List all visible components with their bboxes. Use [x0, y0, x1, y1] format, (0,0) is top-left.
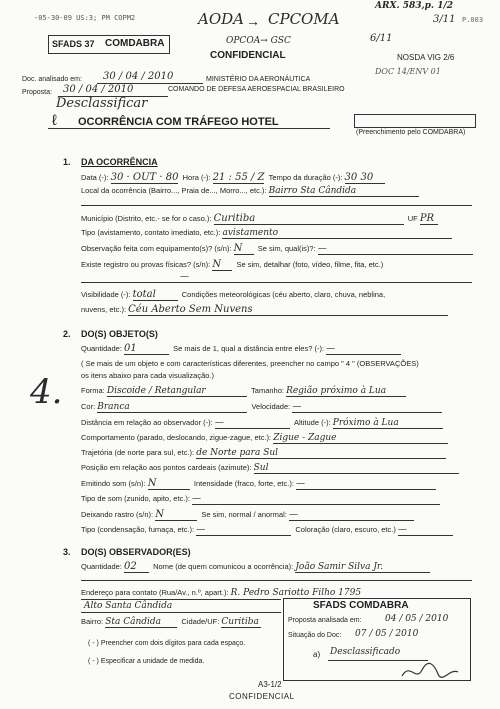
- tamanho-value: Região próximo à Lua: [286, 386, 406, 397]
- comando-label: COMANDO DE DEFESA AEROESPACIAL BRASILEIRO: [168, 86, 345, 93]
- altitude-value: Próximo à Lua: [333, 418, 443, 429]
- distancia-value: —: [215, 418, 290, 429]
- uf-value: PR: [420, 213, 438, 225]
- doc-analisado-label: Doc. analisado em:: [22, 76, 82, 83]
- tipo-value: avistamento: [222, 228, 452, 239]
- signature-icon: [400, 660, 460, 682]
- confidencial-header: CONFIDENCIAL: [210, 50, 286, 61]
- doc-reference: DOC 14/ENV 01: [375, 67, 441, 76]
- row-trajetoria: Trajetória (de norte para sul, etc.): de Norte para Sul: [81, 448, 446, 459]
- date-note: 3/11: [433, 14, 456, 25]
- reference-note: OPCOA→ GSC: [226, 36, 291, 46]
- section1-number: 1.: [63, 157, 71, 167]
- cor-value: Branca: [97, 402, 247, 413]
- page-number: A3-1/2: [258, 680, 282, 689]
- sesim-value: —: [318, 244, 473, 255]
- endereco-value: R. Pedro Sariotto Filho 1795: [230, 588, 362, 598]
- cidade-value: Curitiba: [221, 617, 261, 628]
- preenchimento-note: (Preenchimento pelo COMDABRA): [356, 129, 466, 136]
- section2-number: 2.: [63, 329, 71, 339]
- data-value: 30 · OUT · 80: [110, 172, 179, 183]
- footer-confidencial: CONFIDENCIAL: [229, 692, 295, 701]
- objects-note-1: ( Se mais de um objeto e com características diferentes, preencher no campo " 4 " (OBSERVAÇÕES): [81, 359, 419, 368]
- hora-value: 21 : 55 / Z: [212, 172, 265, 183]
- legend-digits: ( - ) Preencher com dois dígitos para cada espaço.: [88, 640, 246, 647]
- proposta-value: 30 / 04 / 2010: [63, 84, 134, 95]
- observacao-value: N: [234, 243, 254, 255]
- ministerio-label: MINISTÉRIO DA AERONÁUTICA: [206, 76, 311, 83]
- row-forma: Forma: Discoide / Retangular Tamanho: Região próximo à Lua: [81, 386, 406, 397]
- row-posicao: Posição em relação aos pontos cardeais (azimute): Sul: [81, 463, 459, 474]
- row-local: Local da ocorrência (Bairro..., Praia de..., Morro..., etc.): Bairro Sta Cândida: [81, 186, 419, 197]
- row-tiposom: Tipo de som (zunido, apito, etc.): —: [81, 494, 440, 505]
- arx-note: ARX. 583,p. 1/2: [375, 1, 454, 11]
- stamp-a-value: Desclassificado: [330, 647, 401, 657]
- proposta-label: Proposta:: [22, 89, 52, 96]
- row-condicoes: nuvens, etc.): Céu Aberto Sem Nuvens: [81, 304, 448, 316]
- row-tiporastro: Tipo (condensação, fumaça, etc.): — Coloração (claro, escuro, etc.) —: [81, 525, 453, 536]
- rastro-value: N: [155, 509, 197, 521]
- emitindo-value: N: [148, 478, 190, 490]
- stamp-proposta-value: 04 / 05 / 2010: [385, 614, 449, 624]
- section1-title: DA OCORRÊNCIA: [81, 157, 158, 167]
- stamp-situacao-value: 07 / 05 / 2010: [355, 629, 419, 639]
- section3-number: 3.: [63, 547, 71, 557]
- handwritten-desclassificar: Desclassificar: [56, 96, 148, 111]
- row-observador: Quantidade: 02 Nome (de quem comunicou a ocorrência): João Samir Silva Jr.: [81, 561, 430, 573]
- objects-note-2: os itens abaixo para cada visualização.): [81, 371, 214, 380]
- municipio-value: Curitiba: [214, 213, 404, 225]
- arrow-icon: →: [246, 13, 260, 29]
- row-comportamento: Comportamento (parado, deslocando, zigue-zague, etc.): Zigue - Zague: [81, 433, 448, 444]
- tiposom-value: —: [192, 494, 440, 505]
- fax-header: -05-30-09 US:3; PM COPM2: [34, 14, 136, 22]
- row-distancia: Distância em relação ao observador (-): — Altitude (-): Próximo à Lua: [81, 418, 443, 429]
- forma-value: Discoide / Retangular: [107, 386, 247, 397]
- tiporastro-value: —: [196, 525, 291, 536]
- sesim2-value: —: [289, 510, 414, 521]
- tempo-value: 30 30: [345, 172, 385, 184]
- posicao-value: Sul: [254, 463, 459, 474]
- observador-quantidade-value: 02: [124, 561, 149, 573]
- section3-title: DO(S) OBSERVADOR(ES): [81, 547, 191, 557]
- row-rastro: Deixando rastro (s/n): N Se sim, normal / anormal: —: [81, 509, 414, 521]
- coloracao-value: —: [398, 525, 453, 536]
- side-mark: 4.: [30, 372, 63, 412]
- comdabra-fill-box: [354, 114, 476, 128]
- stamp-sfads: SFADS 37: [52, 39, 95, 49]
- row-quantidade: Quantidade: 01 Se mais de 1, qual a distância entre eles? (-): —: [81, 343, 401, 355]
- row-bairro: Bairro: Sta Cândida Cidade/UF: Curitiba: [81, 617, 261, 628]
- bairro-value: Sta Cândida: [105, 617, 177, 628]
- semais-value: —: [326, 344, 401, 355]
- legend-units: ( - ) Especificar a unidade de medida.: [88, 658, 205, 665]
- aoda-note: AODA: [198, 10, 244, 28]
- stamp-proposta-label: Proposta analisada em:: [288, 617, 362, 624]
- page-indicator: P.003: [462, 16, 484, 24]
- row-tipo: Tipo (avistamento, contato imediato, etc.): avistamento: [81, 228, 452, 239]
- cpcoma-note: CPCOMA: [268, 10, 340, 28]
- section2-title: DO(S) OBJETO(S): [81, 329, 158, 339]
- stamp-a-label: a): [313, 650, 321, 659]
- signature-mark: ℓ: [52, 112, 57, 129]
- stamp-title: SFADS COMDABRA: [313, 600, 409, 611]
- doc-analisado-value: 30 / 04 / 2010: [103, 71, 174, 82]
- intensidade-value: —: [296, 479, 436, 490]
- condicoes-value: Céu Aberto Sem Nuvens: [128, 304, 448, 316]
- row-cor: Cor: Branca Velocidade: —: [81, 402, 442, 413]
- row-registro: Existe registro ou provas físicas? (s/n): N Se sim, detalhar (foto, vídeo, filme, fita, etc.): [81, 259, 384, 270]
- comportamento-value: Zigue - Zague: [273, 433, 448, 444]
- row-emitindo: Emitindo som (s/n): N Intensidade (fraco, forte, etc.): —: [81, 478, 436, 490]
- row-visibilidade: Visibilidade (-): total Condições meteorológicas (céu aberto, claro, chuva, neblina,: [81, 289, 386, 300]
- stamp-situacao-label: Situação do Doc:: [288, 632, 342, 639]
- row-endereco: Endereço para contato (Rua/Av., n.º, apart.): R. Pedro Sariotto Filho 1795: [81, 588, 362, 598]
- endereco-value-2: Alto Santa Cândida: [84, 601, 173, 611]
- stamp-comdabra: COMDABRA: [105, 38, 165, 49]
- row-observacao: Observação feita com equipamento(s)? (s/n): N Se sim, qual(is)?: —: [81, 243, 473, 255]
- reference-date: 6/11: [370, 33, 393, 44]
- registro-value: N: [212, 259, 232, 271]
- form-title: OCORRÊNCIA COM TRÁFEGO HOTEL: [78, 116, 279, 128]
- nome-value: João Samir Silva Jr.: [295, 562, 430, 573]
- row-data: Data (-): 30 · OUT · 80 Hora (-): 21 : 55 / Z Tempo da duração (-): 30 30: [81, 172, 385, 184]
- trajetoria-value: de Norte para Sul: [196, 448, 446, 459]
- nosda-label: NOSDA VIG 2/6: [397, 53, 455, 62]
- local-value: Bairro Sta Cândida: [269, 186, 419, 197]
- velocidade-value: —: [292, 402, 442, 413]
- quantidade-value: 01: [124, 343, 169, 355]
- detalhar-value: —: [180, 272, 189, 282]
- visibilidade-value: total: [133, 289, 178, 301]
- row-municipio: Município (Distrito, etc.- se for o caso.): Curitiba UF PR: [81, 213, 438, 225]
